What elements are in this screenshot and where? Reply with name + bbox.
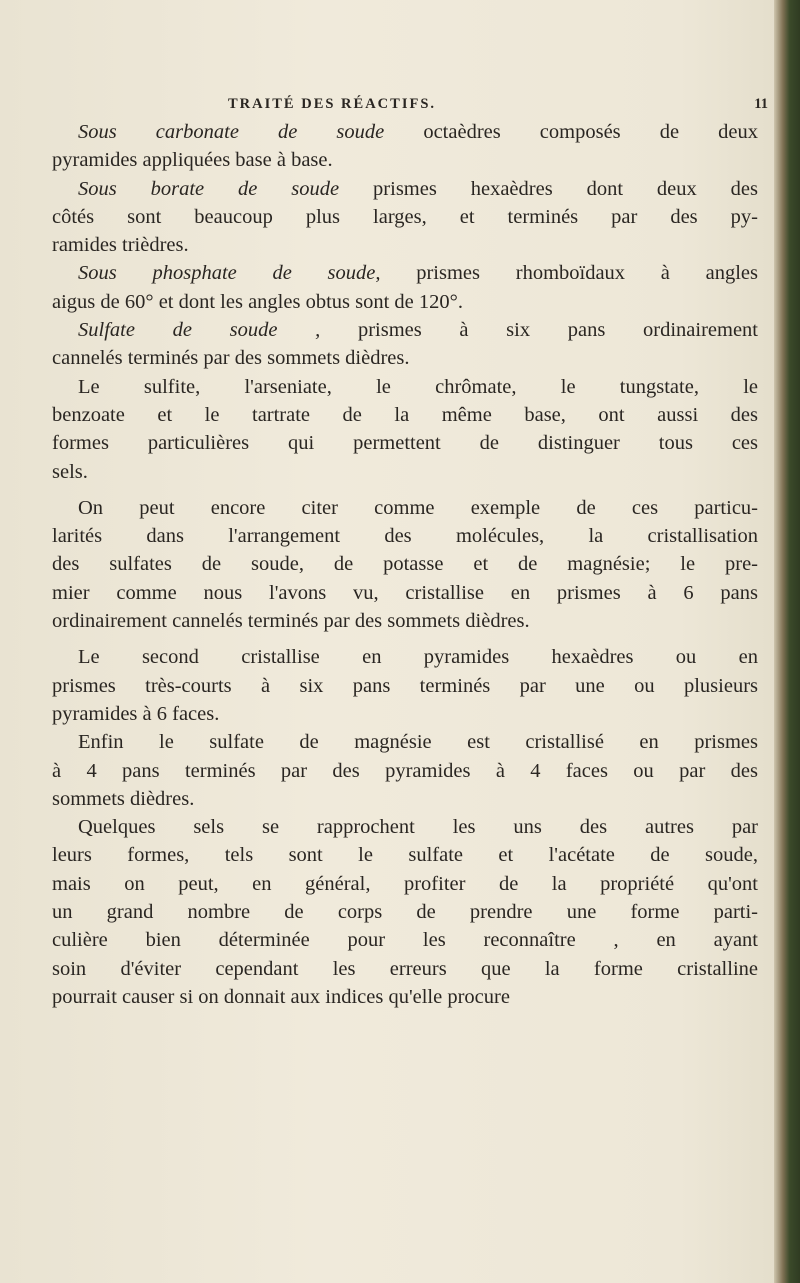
line-text: Le sulfite, l'arseniate, le chrômate, le tungstate, le bbox=[78, 375, 758, 398]
italic-term: Sous phosphate de soude, bbox=[78, 262, 381, 285]
line-text: côtés sont beaucoup plus larges, et terminés par des py- bbox=[52, 205, 758, 228]
text-line bbox=[52, 259, 758, 287]
line-text: formes particulières qui permettent de distinguer tous ces bbox=[52, 432, 758, 455]
line-text: prismes à six pans ordinairement bbox=[320, 319, 758, 342]
paragraph bbox=[52, 494, 758, 635]
line-text: Enfin le sulfate de magnésie est cristallisé en prismes bbox=[78, 731, 758, 754]
running-header bbox=[228, 96, 768, 116]
line-text: aigus de 60° et dont les angles obtus sont de 120°. bbox=[52, 290, 463, 313]
body-text bbox=[52, 118, 758, 1011]
text-line bbox=[52, 579, 758, 607]
running-title: TRAITÉ DES RÉACTIFS. bbox=[228, 96, 437, 112]
paragraph bbox=[52, 259, 758, 316]
page-number: 11 bbox=[754, 96, 768, 112]
text-line bbox=[52, 146, 758, 174]
italic-term: Sulfate de soude , bbox=[78, 319, 321, 342]
line-text: sels. bbox=[52, 460, 88, 483]
text-line bbox=[52, 175, 758, 203]
text-line bbox=[52, 813, 758, 841]
text-line bbox=[52, 203, 758, 231]
line-text: prismes rhomboïdaux à angles bbox=[380, 262, 758, 285]
text-line bbox=[52, 926, 758, 954]
line-text: mais on peut, en général, profiter de la propriété qu'ont bbox=[52, 872, 758, 895]
text-line bbox=[52, 401, 758, 429]
text-line bbox=[52, 955, 758, 983]
line-text: Le second cristallise en pyramides hexaèdres ou en bbox=[78, 646, 758, 669]
line-text: mier comme nous l'avons vu, cristallise en prismes à 6 pans bbox=[52, 581, 758, 604]
line-text: à 4 pans terminés par des pyramides à 4 faces ou par des bbox=[52, 759, 758, 782]
text-line bbox=[52, 841, 758, 869]
line-text: cannelés terminés par des sommets dièdres. bbox=[52, 347, 410, 370]
text-line bbox=[52, 522, 758, 550]
line-text: pyramides à 6 faces. bbox=[52, 702, 220, 725]
line-text: soin d'éviter cependant les erreurs que la forme cristalline bbox=[52, 957, 758, 980]
italic-term: Sous borate de soude bbox=[78, 177, 340, 200]
text-line bbox=[52, 700, 758, 728]
paragraph bbox=[52, 373, 758, 486]
line-text: benzoate et le tartrate de la même base, ont aussi des bbox=[52, 403, 758, 426]
line-text: larités dans l'arrangement des molécules, la cristallisation bbox=[52, 525, 758, 548]
line-text: sommets dièdres. bbox=[52, 787, 195, 810]
text-line bbox=[52, 316, 758, 344]
text-line bbox=[52, 672, 758, 700]
text-line bbox=[52, 494, 758, 522]
text-line bbox=[52, 118, 758, 146]
paragraph bbox=[52, 643, 758, 728]
line-text: prismes hexaèdres dont deux des bbox=[339, 177, 758, 200]
text-line bbox=[52, 983, 758, 1011]
paragraph bbox=[52, 728, 758, 813]
paragraph bbox=[52, 118, 758, 175]
text-line bbox=[52, 288, 758, 316]
line-text: prismes très-courts à six pans terminés par une ou plusieurs bbox=[52, 674, 758, 697]
line-text: pourrait causer si on donnait aux indices qu'elle procure bbox=[52, 985, 510, 1008]
book-spine-edge bbox=[774, 0, 800, 1283]
text-line bbox=[52, 344, 758, 372]
text-line bbox=[52, 785, 758, 813]
paragraph bbox=[52, 316, 758, 373]
paragraph bbox=[52, 175, 758, 260]
line-text: un grand nombre de corps de prendre une forme parti- bbox=[52, 901, 758, 924]
line-text: des sulfates de soude, de potasse et de magnésie; le pre- bbox=[52, 553, 758, 576]
line-text: ordinairement cannelés terminés par des sommets dièdres. bbox=[52, 610, 530, 633]
text-line bbox=[52, 607, 758, 635]
text-line bbox=[52, 898, 758, 926]
text-line bbox=[52, 643, 758, 671]
line-text: pyramides appliquées base à base. bbox=[52, 149, 333, 172]
text-line bbox=[52, 870, 758, 898]
line-text: leurs formes, tels sont le sulfate et l'acétate de soude, bbox=[52, 844, 758, 867]
text-line bbox=[52, 231, 758, 259]
text-line bbox=[52, 458, 758, 486]
line-text: On peut encore citer comme exemple de ces particu- bbox=[78, 496, 758, 519]
paragraph bbox=[52, 813, 758, 1011]
line-text: octaèdres composés de deux bbox=[384, 121, 758, 143]
italic-term: Sous carbonate de soude bbox=[78, 121, 385, 143]
line-text: Quelques sels se rapprochent les uns des autres par bbox=[78, 816, 758, 839]
line-text: culière bien déterminée pour les reconnaître , en ayant bbox=[52, 929, 758, 952]
text-line bbox=[52, 429, 758, 457]
text-line bbox=[52, 373, 758, 401]
line-text: ramides trièdres. bbox=[52, 234, 189, 257]
text-line bbox=[52, 550, 758, 578]
text-line bbox=[52, 757, 758, 785]
text-line bbox=[52, 728, 758, 756]
